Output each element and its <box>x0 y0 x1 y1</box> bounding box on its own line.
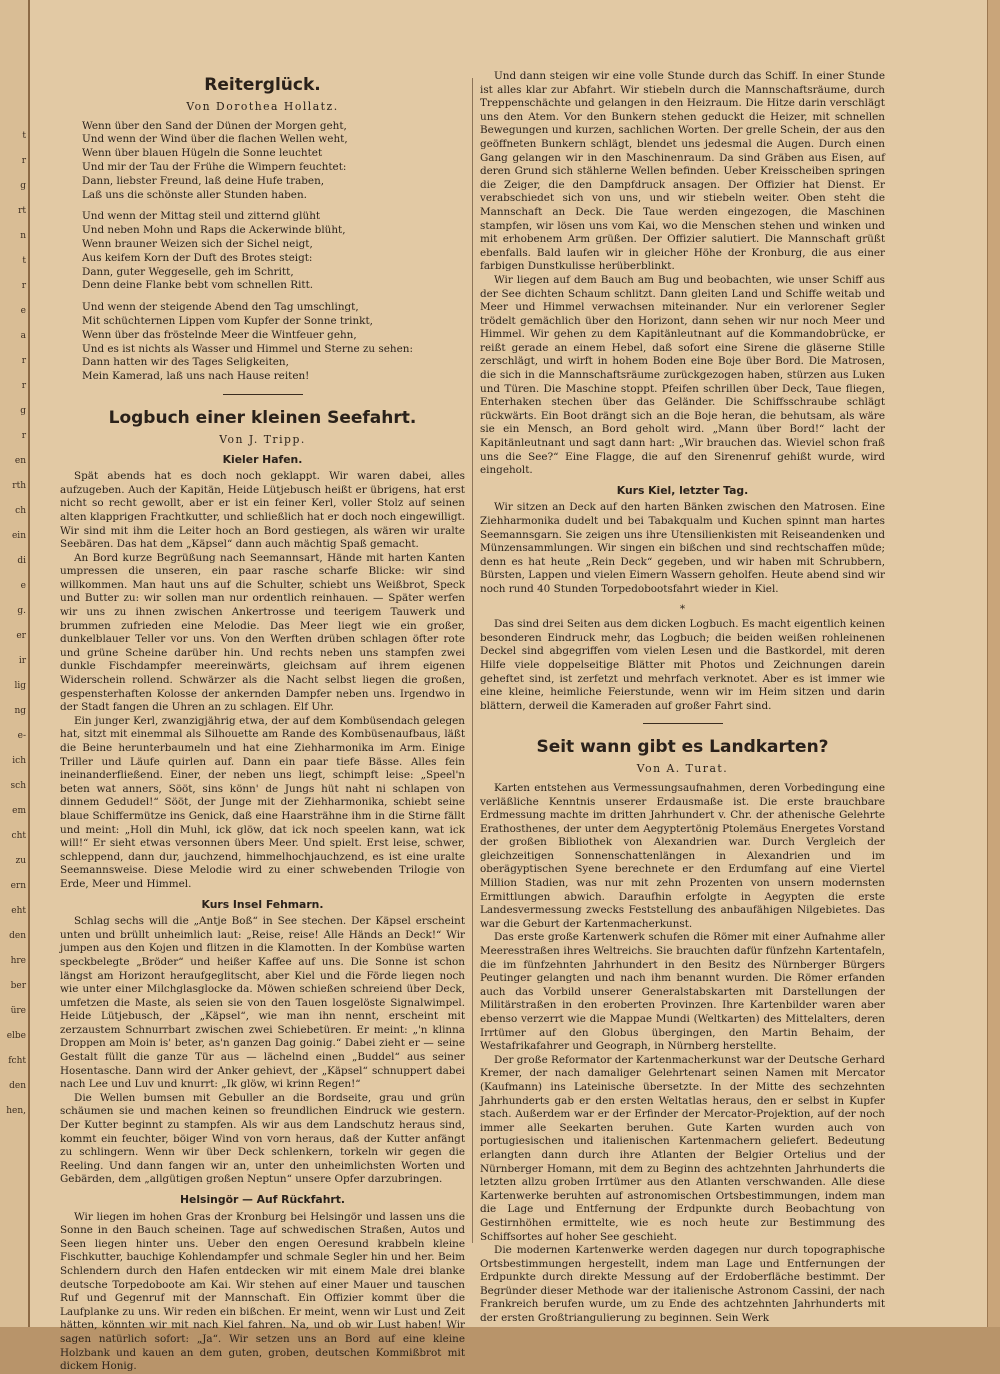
poem-line: Und mir der Tau der Frühe die Wimpern feuchtet: <box>82 160 347 173</box>
previous-page-fragment: e <box>20 581 26 591</box>
previous-page-fragment: zu <box>15 856 26 866</box>
page-binding-edge <box>987 0 1000 1327</box>
previous-page-fragment: den <box>9 1081 26 1091</box>
poem-body <box>82 120 465 384</box>
previous-page-fragment: r <box>21 356 26 366</box>
previous-page-fragment: ir <box>18 656 26 666</box>
poem-line: Dann, guter Weggeselle, geh im Schritt, <box>82 265 294 278</box>
poem-line: Wenn über den Sand der Dünen der Morgen geht, <box>82 119 347 132</box>
previous-page-fragment: hre <box>10 956 26 966</box>
previous-page-fragment: hen, <box>6 1106 26 1116</box>
poem-stanza <box>82 210 465 293</box>
previous-page-fragment: ch <box>15 506 26 516</box>
paragraph: An Bord kurze Begrüßung nach Seemannsart, Hände mit harten Kanten umpressen die unseren, ein paar rasche scharfe Blicke: wir sind willkommen. Man haut uns auf die Schulter, schiebt uns Weißbrot, Speck und Butter zu: wir sollen man nur ordentlich reinhauen. — Später werfen wir uns zu ihnen zwischen Ankertrosse und teerigem Tauwerk und brummen zufrieden eine Melodie. Das Meer liegt wie ein großer, dunkelblauer Teller vor uns. Von den Werften drüben schlagen öfter rote und grüne Scheine darüber hin. Und rechts neben uns stampfen zwei dunkle Fischdampfer meereinwärts, gleichsam auf ihrem eigenen Widerschein rollend. Schwärzer als die Nacht selbst liegen die großen, gespensterhaften Kolosse der ankernden Dampfer neben uns. Irgendwo in der Stadt fangen die Uhren an zu schlagen. Elf Uhr. <box>60 551 465 714</box>
logbuch-heading-helsingoer: Helsingör — Auf Rückfahrt. <box>180 1193 345 1206</box>
paragraph: Das sind drei Seiten aus dem dicken Logbuch. Es macht eigentlich keinen besonderen Eindruck mehr, das Logbuch; die beiden weißen rohleinenen Deckel sind abgegriffen vom vielen Lesen und die Bastkordel, mit deren Hilfe viele doppelseitige Blätter mit Photos und Zeichnungen darein geheftet sind, ist zerfetzt und mehrfach verknotet. Aber es ist immer wie eine kleine, heimliche Feierstunde, wenn wir im Heim sitzen und darin blättern, derweil die Kameraden auf großer Fahrt sind. <box>480 618 885 712</box>
paragraph: Karten entstehen aus Vermessungsaufnahmen, deren Vorbedingung eine verläßliche Kenntnis unserer Erdausmaße ist. Die erste brauchbare Erdmessung machte im dritten Jahrhundert v. Chr. der athenische Gelehrte Erathosthenes, der unter dem Aegyptertönig Ptolemäus Energetes Vorstand der großen Bibliothek von Alexandrien war. Durch Vergleich der gleichzeitigen Sonnenschattenlängen in Alexandrien und im oberägyptischen Syene berechnete er den Erdumfang auf eine Viertel Million Stadien, was nur mit zehn Prozenten von unsern modernsten Ermittlungen abwich. Daraufhin erfolgte in Aegypten die erste Landesvermessung zwecks Feststellung des anbaufähigen Nilgebietes. Das war die Geburt der Kartenmacherkunst. <box>480 781 885 930</box>
previous-page-fragment: r <box>21 381 26 391</box>
poem-line: Mein Kamerad, laß uns nach Hause reiten! <box>82 370 310 383</box>
poem-line: Wenn über blauen Hügeln die Sonne leuchtet <box>82 147 323 160</box>
previous-page-fragment: eht <box>11 906 26 916</box>
poem-line: Laß uns die schönste aller Stunden haben. <box>82 188 307 201</box>
previous-page-fragment: er <box>16 631 26 641</box>
poem-line: Aus keifem Korn der Duft des Brotes steigt: <box>82 251 313 264</box>
poem-line: Und wenn der steigende Abend den Tag umschlingt, <box>82 301 359 314</box>
previous-page-fragment: t <box>22 256 26 266</box>
poem-line: Dann, liebster Freund, laß deine Hufe traben, <box>82 174 325 187</box>
previous-page-fragment: t <box>22 131 26 141</box>
previous-page-fragment: em <box>12 806 26 816</box>
previous-page-fragment: r <box>21 431 26 441</box>
paragraph: Spät abends hat es doch noch geklappt. Wir waren dabei, alles aufzugeben. Auch der Kapitän, Heide Lütjebusch heißt er übrigens, hat erst nicht so recht gewollt, aber er ist ein feiner Kerl, voller Stolz auf seinen alten klapprigen Frachtkutter, und schließlich hat er doch noch eingewilligt. Wir sind mit ihm die Leiter hoch an Bord gestiegen, als wären wir uralte Seebären. Das hat dem „Käpsel“ dann auch mächtig Spaß gemacht. <box>60 470 465 551</box>
paragraph: Und dann steigen wir eine volle Stunde durch das Schiff. In einer Stunde ist alles klar zur Abfahrt. Wir stiebeln durch die Mannschaftsräume, durch Treppenschächte und gelangen in den Heizraum. Die Hitze darin verschlägt uns den Atem. Vor den Bunkern stehen geduckt die Heizer, mit schnellen Bewegungen und kurzen, sachlichen Worten. Der grelle Schein, der aus den geöffneten Bunkern schlägt, blendet uns jedesmal die Augen. Durch einen Gang gelangen wir in den Maschinenraum. Da sind Gräben aus Eisen, auf deren Grund sich stählerne Wellen befinden. Ueber Kreisscheiben springen die Zeiger, die den Dampfdruck ansagen. Der Offizier hat Dienst. Er verabschiedet sich von uns, und wir stiebeln weiter. Oben steht die Mannschaft an Deck. Die Taue werden eingezogen, die Maschinen stampfen, wir lösen uns vom Kai, wo die Menschen stehen und winken und mit erhobenem Arm grüßen. Der Offizier salutiert. Die Mannschaft grüßt ebenfalls. Bald laufen wir in gleicher Höhe der Kronburg, die aus einer farbigen Dunstkulisse herüberblinkt. <box>480 70 885 273</box>
right-column <box>480 70 885 1326</box>
previous-page-fragment: g. <box>17 606 26 616</box>
landkarten-title: Seit wann gibt es Landkarten? <box>536 737 829 758</box>
poem-stanza <box>82 120 465 203</box>
previous-page-fragment: r <box>21 281 26 291</box>
poem-line: Und es ist nichts als Wasser und Himmel und Sterne zu sehen: <box>82 342 413 355</box>
logbuch-byline: Von J. Tripp. <box>219 432 306 446</box>
poem-stanza <box>82 301 465 384</box>
column-divider <box>472 78 473 1243</box>
previous-page-fragment: en <box>14 456 26 466</box>
paragraph: Die modernen Kartenwerke werden dagegen nur durch topographische Ortsbestimmungen hergestellt, indem man Lage und Entfernungen der Erdpunkte durch direkte Messung auf der Erdoberfläche bestimmt. Der Begründer dieser Methode war der italienische Astronom Cassini, der nach Frankreich berufen wurde, um zu Ende des achtzehnten Jahrhunderts mit der ersten Großtriangulierung zu beginnen. Sein Werk <box>480 1244 885 1325</box>
previous-page-fragment: ber <box>10 981 26 991</box>
poem-line: Wenn brauner Weizen sich der Sichel neigt, <box>82 237 313 250</box>
paragraph: Wir liegen im hohen Gras der Kronburg bei Helsingör und lassen uns die Sonne in den Bauch scheinen. Tage auf schwedischen Straßen, Autos und Seen liegen hinter uns. Ueber den engen Oeresund krabbeln kleine Fischkutter, bauchige Kohlendampfer und schmale Segler hin und her. Beim Schlendern durch den Hafen entdecken wir mit einem Male drei blanke deutsche Torpedoboote am Kai. Wir stehen auf einer Mauer und tauschen Ruf und Gegenruf mit der Mannschaft. Ein Offizier kommt über die Laufplanke zu uns. Wir reden ein bißchen. Er meint, wenn wir Lust und Zeit hätten, könnten wir mit nach Kiel fahren. Na, und ob wir Lust haben! Wir sagen natürlich sofort: „Ja“. Wir setzen uns an Bord auf eine kleine Holzbank und kauen an dem guten, groben, deutschen Kommißbrot mit dickem Honig. <box>60 1210 465 1373</box>
landkarten-byline: Von A. Turat. <box>636 762 729 776</box>
logbuch-heading-kurs-kiel: Kurs Kiel, letzter Tag. <box>616 483 749 497</box>
paragraph: Der große Reformator der Kartenmacherkunst war der Deutsche Gerhard Kremer, der nach damaliger Gelehrtenart seinen Namen mit Mercator (Kaufmann) ins Lateinische übersetzte. In der Mitte des sechzehnten Jahrhunderts gab er den ersten Weltatlas heraus, den er selbst in Kupfer stach. Außerdem war er der Erfinder der Mercator-Projektion, auf der noch immer alle Seekarten beruhen. Gute Karten wurden auch von portugiesischen und italienischen Kartenmachern geliefert. Bedeutung erlangten dann durch ihre Atlanten der Belgier Ortelius und der Nürnberger Homann, mit dem zu Beginn des achtzehnten Jahrhunderts die letzten allzu groben Irrtümer aus den Atlanten verschwanden. Alle diese Kartenwerke beruhten auf astronomischen Ortsbestimmungen, indem man die Lage und Entfernung der Erdpunkte durch Beobachtung von Gestirnhöhen ermittelte, wie es noch heute zur Bestimmung des Schiffsortes auf hoher See geschieht. <box>480 1053 885 1243</box>
section-divider <box>223 394 303 395</box>
previous-page-fragment: rt <box>18 206 26 216</box>
previous-page-fragment: ein <box>11 531 26 541</box>
poem-line: Denn deine Flanke bebt vom schnellen Ritt. <box>82 279 314 292</box>
previous-page-fragment: cht <box>11 831 26 841</box>
logbuch-heading-kiel: Kieler Hafen. <box>222 452 303 466</box>
previous-page-fragment: e- <box>17 731 26 741</box>
previous-page-fragment: sch <box>10 781 26 791</box>
previous-page-fragment: ich <box>12 756 26 766</box>
previous-page-fragment: g <box>20 406 26 416</box>
poem-line: Wenn über das fröstelnde Meer die Wintfeuer gehn, <box>82 328 357 341</box>
asterism: * <box>679 602 686 615</box>
logbuch-title: Logbuch einer kleinen Seefahrt. <box>108 407 417 428</box>
previous-page-fragment: g <box>20 181 26 191</box>
poem-byline: Von Dorothea Hollatz. <box>186 100 339 113</box>
previous-page-edge <box>0 0 30 1327</box>
previous-page-fragment: r <box>21 156 26 166</box>
paragraph: Ein junger Kerl, zwanzigjährig etwa, der auf dem Kombüsendach gelegen hat, sitzt mit einemmal als Silhouette am Rande des Kombüsenaufbaus, läßt die Beine herunterbaumeln und hat eine Ziehharmonika im Arm. Einige Triller und Läufe quirlen auf. Dann ein paar tiefe Bässe. Alles fein ineinanderfließend. Einer, der neben uns liegt, schimpft leise: „Speel'n beten wat anners, Sööt, sins könn' de Jungs hüt naht ni schlapen von dinnem Gedudel!“ Sööt, der Junge mit der Ziehharmonika, schiebt seine blaue Schiffermütze ins Genick, daß eine Haarsträhne ihm in die Stirne fällt und meint: „Holl din Muhl, ick glöw, dat ick noch speelen kann, wat ick will!“ Er sieht etwas versonnen übers Meer. Und spielt. Erst leise, schwer, schleppend, dann dur, jauchzend, himmelhochjauchzend, es ist eine uralte Seemannsweise. Diese Melodie wird zu einer schwebenden Trilogie von Erde, Meer und Himmel. <box>60 714 465 890</box>
poem-line: Dann hatten wir des Tages Seligkeiten, <box>82 356 289 369</box>
previous-page-fragment: ng <box>14 706 26 716</box>
previous-page-fragment: den <box>9 931 26 941</box>
section-divider <box>643 723 723 724</box>
previous-page-fragment: a <box>20 331 26 341</box>
logbuch-heading-fehmarn: Kurs Insel Fehmarn. <box>201 897 324 911</box>
previous-page-fragment: üre <box>10 1006 26 1016</box>
previous-page-fragment: di <box>17 556 26 566</box>
previous-page-fragment: elbe <box>6 1031 26 1041</box>
paragraph: Die Wellen bumsen mit Gebuller an die Bordseite, grau und grün schäumen sie und machen keinen so freundlichen Eindruck wie gestern. Der Kutter beginnt zu stampfen. Als wir aus dem Landschutz heraus sind, kommt ein feuchter, böiger Wind von vorn heraus, daß der Kutter anfängt zu schlingern. Wenn wir über Deck schlenkern, torkeln wir gegen die Reeling. Und dann fangen wir an, unter den unheimlichsten Worten und Gebärden, dem „allgütigen großen Neptun“ unsere Opfer darzubringen. <box>60 1091 465 1186</box>
poem-line: Und neben Mohn und Raps die Ackerwinde blüht, <box>82 224 346 237</box>
left-column <box>60 62 465 1374</box>
previous-page-fragment: fcht <box>8 1056 26 1066</box>
paragraph: Wir liegen auf dem Bauch am Bug und beobachten, wie unser Schiff aus der See dichten Schaum schlitzt. Dann gleiten Land und Schiffe weitab und Meer und Himmel verwachsen miteinander. Nur ein verlorener Segler trödelt gemächlich über den Horizont, dann sehen wir nur noch Meer und Himmel. Wir gehen zu dem Kapitänleutnant auf die Kommandobrücke, er reißt gerade an einem Hebel, daß sofort eine Sirene die gläserne Stille zerschlägt, und wirft in hohem Boden eine Boje über Bord. Die Matrosen, die sich in die Mannschaftsräume zurückgezogen haben, stürzen aus Luken und Türen. Die Maschine stoppt. Pfeifen schrillen über Deck, Taue fliegen, Enterhaken stechen über das Geländer. Die Schiffsschraube schlägt rückwärts. Ein Boot drängt sich an die Boje heran, die behutsam, als wäre sie ein Mensch, an Bord geholt wird. „Mann über Bord!“ lacht der Kapitänleutnant und sagt dann hart: „Wir brauchen das. Wieviel schon fraß uns die See?“ Eine Flagge, die auf den Sirenenruf gehißt wurde, wird eingeholt. <box>480 273 885 477</box>
poem-line: Und wenn der Wind über die flachen Wellen weht, <box>82 133 348 146</box>
paragraph: Wir sitzen an Deck auf den harten Bänken zwischen den Matrosen. Eine Ziehharmonika dudelt und bei Tabakqualm und Kuchen spinnt man hartes Seemannsgarn. Sie zeigen uns ihre Utensilienkisten mit Reiseandenken und Münzensammlungen. Wir singen ein bißchen und sind rechtschaffen müde; denn es hat heute „Rein Deck“ gegeben, und wir haben mit Schrubbern, Bürsten, Lappen und vielen Eimern Wassern geholfen. Heute abend sind wir noch rund 40 Stunden Torpedobootsfahrt wieder in Kiel. <box>480 501 885 595</box>
previous-page-fragment: ern <box>10 881 26 891</box>
previous-page-fragment: n <box>20 231 26 241</box>
previous-page-fragment: lig <box>14 681 26 691</box>
paragraph: Das erste große Kartenwerk schufen die Römer mit einer Aufnahme aller Meeresstraßen ihres Weltreichs. Sie brauchten dafür fünfzehn Kartentafeln, die im fünfzehnten Jahrhundert in den Besitz des Nürnberger Bürgers Peutinger gelangten und nach ihm benannt wurden. Die Römer erfanden auch das Vorbild unserer Generalstabskarten mit Darstellungen der Militärstraßen in den eroberten Provinzen. Ihre Kartenbilder waren aber ebenso verzerrt wie die Mappae Mundi (Weltkarten) des Mittelalters, deren Irrtümer auf den Globus übergingen, den Martin Behaim, der Westafrikafahrer und Geograph, in Nürnberg herstellte. <box>480 931 885 1053</box>
previous-page-fragment: rth <box>12 481 26 491</box>
poem-line: Mit schüchternen Lippen vom Kupfer der Sonne trinkt, <box>82 314 373 327</box>
paragraph: Schlag sechs will die „Antje Boß“ in See stechen. Der Käpsel erscheint unten und brüllt unheimlich laut: „Reise, reise! Alle Händs an Deck!“ Wir jumpen aus den Kojen und flitzen in die Klamotten. In der Kombüse warten speckbelegte „Bröder“ und heißer Kaffee auf uns. Die Sonne ist schon längst am Horizont heraufgeglitscht, aber Kiel und die Förde liegen noch wie unter einer Milchglasglocke da. Möwen schießen schreiend über Deck, umfetzen die Maste, als seien sie von den Tauen losgelöste Signalwimpel. Heide Lütjebusch, der „Käpsel“, wie man ihn nennt, erscheint mit zerzaustem Schnurrbart zwischen zwei Schiebetüren. Er meint: „'n klinna Droppen am Moin is' beter, as'n ganzen Dag goinig.“ Dabei zieht er — seine Gestalt füllt die ganze Tür aus — lächelnd einen „Buddel“ aus seiner Hosentasche. Dann wird der Anker gehievt, der „Käpsel“ schnuppert dabei nach Lee und Luv und knurrt: „Ik glöw, wi krinn Regen!“ <box>60 915 465 1091</box>
poem-line: Und wenn der Mittag steil und zitternd glüht <box>82 210 321 223</box>
poem-title: Reiterglück. <box>204 75 321 95</box>
previous-page-fragment: e <box>20 306 26 316</box>
